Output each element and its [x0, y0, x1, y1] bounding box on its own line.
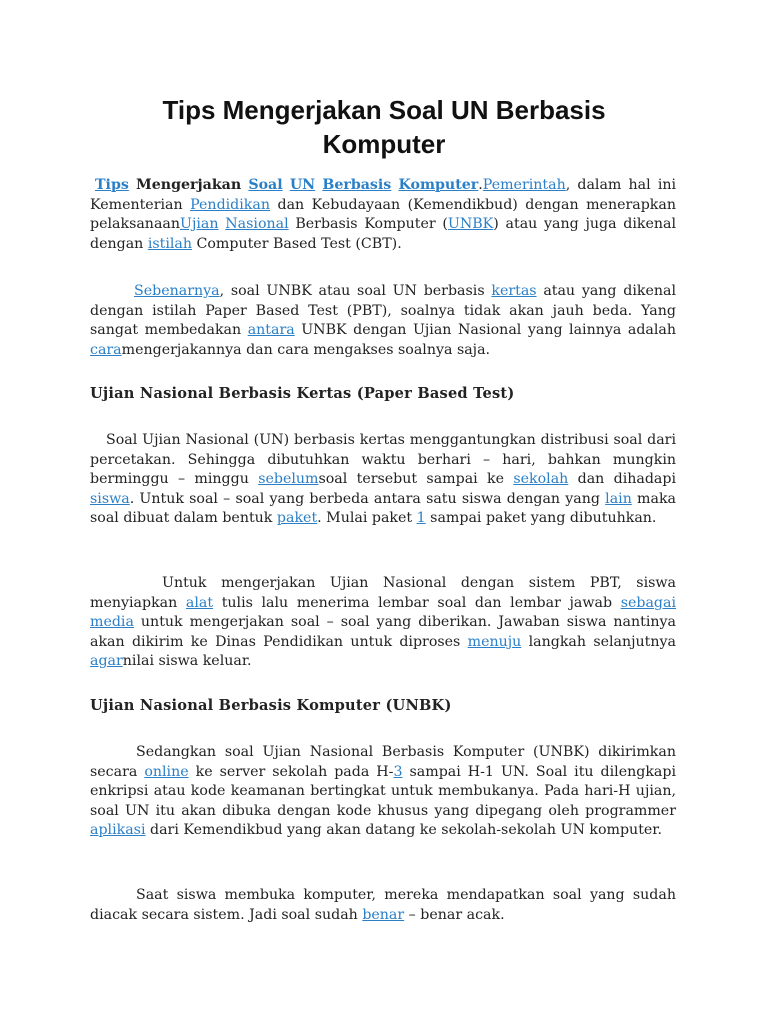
- text-span: nilai siswa keluar.: [122, 653, 252, 669]
- text-span: ) atau yang juga dikenal dengan: [90, 216, 676, 252]
- text-span: sampai H-1 UN. Soal itu dilengkapi enkripsi atau kode keamanan bertingkat untuk membukanya. Pada hari-H ujian, soal UN itu akan dibuka dengan kode khusus yang dipegang oleh programmer: [90, 763, 677, 819]
- link-sebenarnya[interactable]: Sebenarnya: [134, 283, 220, 299]
- text-span: dan dihadapi: [568, 471, 676, 487]
- text-span: , soal UNBK atau soal UN berbasis: [219, 283, 492, 299]
- text-span: maka soal dibuat dalam bentuk: [90, 490, 676, 526]
- text-span: Berbasis Komputer (: [288, 216, 448, 232]
- title-line-1: Tips Mengerjakan Soal UN Berbasis: [162, 95, 606, 125]
- page-title: [0, 93, 768, 161]
- link-istilah[interactable]: istilah: [147, 235, 193, 252]
- text-span: dan Kebudayaan (Kemendikbud) dengan menerapkan pelaksanaan: [90, 196, 676, 232]
- paragraph-sebenarnya: [90, 282, 676, 360]
- text-span: sampai paket yang dibutuhkan.: [425, 510, 657, 526]
- paragraph-pbt-distribution: [90, 431, 676, 529]
- link-ujian[interactable]: Ujian: [180, 216, 219, 232]
- link-sebelum[interactable]: sebelum: [258, 471, 319, 487]
- paragraph-pbt-process: [90, 574, 676, 672]
- paragraph-unbk: [90, 743, 676, 841]
- link-komputer[interactable]: Komputer: [398, 177, 479, 193]
- text-span: langkah selanjutnya: [521, 633, 676, 650]
- link-menuju[interactable]: menuju: [467, 633, 522, 650]
- link-lain[interactable]: lain: [605, 490, 632, 507]
- text-span: Sedangkan soal Ujian Nasional Berbasis Komputer (UNBK) dikirimkan secara: [90, 744, 676, 780]
- text-span: atau yang dikenal dengan istilah Paper Based Test (PBT), soalnya tidak akan jauh beda. Yang sangat membedakan: [90, 283, 676, 338]
- text-span: , dalam hal ini Kementerian: [90, 177, 677, 213]
- text-span: Untuk mengerjakan Ujian Nasional dengan sistem PBT, siswa menyiapkan: [90, 575, 676, 611]
- text-span: untuk mengerjakan soal – soal yang diberikan. Jawaban siswa nantinya akan dikirim ke Dinas Pendidikan untuk diproses: [90, 614, 676, 650]
- link-sekolah[interactable]: sekolah: [513, 471, 569, 487]
- link-cara[interactable]: cara: [90, 341, 122, 358]
- link-pemerintah[interactable]: Pemerintah: [482, 177, 566, 193]
- text-span: . Untuk soal – soal yang berbeda antara satu siswa dengan yang: [129, 490, 606, 507]
- link-kertas[interactable]: kertas: [491, 283, 537, 299]
- link-benar[interactable]: benar: [362, 906, 405, 923]
- intro-paragraph: [90, 176, 676, 254]
- text-span: ke server sekolah pada H-: [188, 763, 394, 780]
- text-span: – benar acak.: [404, 906, 505, 923]
- link-sebagai[interactable]: sebagai: [620, 594, 676, 611]
- text-span: Mengerjakan: [136, 177, 242, 193]
- title-line-2: Komputer: [322, 129, 446, 159]
- link-paket[interactable]: paket: [276, 510, 318, 526]
- section-heading-unbk: Ujian Nasional Berbasis Komputer (UNBK): [90, 697, 452, 714]
- link-aplikasi[interactable]: aplikasi: [90, 822, 146, 838]
- link-alat[interactable]: alat: [185, 594, 214, 611]
- link-media[interactable]: media: [90, 614, 134, 630]
- link-nasional[interactable]: Nasional: [225, 216, 289, 232]
- text-span: dari Kemendikbud yang akan datang ke sekolah-sekolah UN komputer.: [145, 822, 663, 838]
- text-span: Computer Based Test (CBT).: [192, 235, 402, 252]
- link-pendidikan[interactable]: Pendidikan: [190, 196, 270, 213]
- link-3[interactable]: 3: [393, 763, 403, 780]
- section-heading-pbt: Ujian Nasional Berbasis Kertas (Paper Based Test): [90, 385, 515, 402]
- link-online[interactable]: online: [144, 763, 189, 780]
- text-span: UNBK dengan Ujian Nasional yang lainnya adalah: [294, 322, 676, 338]
- link-berbasis[interactable]: Berbasis: [322, 177, 392, 193]
- text-span: Saat siswa membuka komputer, mereka mendapatkan soal yang sudah diacak secara sistem. Jadi soal sudah: [90, 887, 676, 923]
- text-span: mengerjakannya dan cara mengakses soalnya saja.: [121, 341, 491, 358]
- paragraph-soal-acak: [90, 886, 676, 925]
- text-span: .: [478, 177, 483, 193]
- link-un[interactable]: UN: [289, 177, 316, 193]
- link-agar[interactable]: agar: [90, 653, 123, 669]
- link-soal[interactable]: Soal: [248, 177, 283, 193]
- link-tips[interactable]: Tips: [95, 177, 129, 193]
- text-span: Soal Ujian Nasional (UN) berbasis kertas menggantungkan distribusi soal dari percetakan. Sehingga dibutuhkan waktu berhari – hari, bahkan mungkin berminggu – minggu: [90, 432, 676, 487]
- text-span: . Mulai paket: [317, 510, 417, 526]
- link-antara[interactable]: antara: [247, 322, 295, 338]
- text-span: soal tersebut sampai ke: [318, 471, 514, 487]
- link-1[interactable]: 1: [416, 510, 426, 526]
- link-siswa[interactable]: siswa: [90, 490, 130, 507]
- link-unbk[interactable]: UNBK: [447, 216, 494, 232]
- text-span: tulis lalu menerima lembar soal dan lembar jawab: [213, 594, 621, 611]
